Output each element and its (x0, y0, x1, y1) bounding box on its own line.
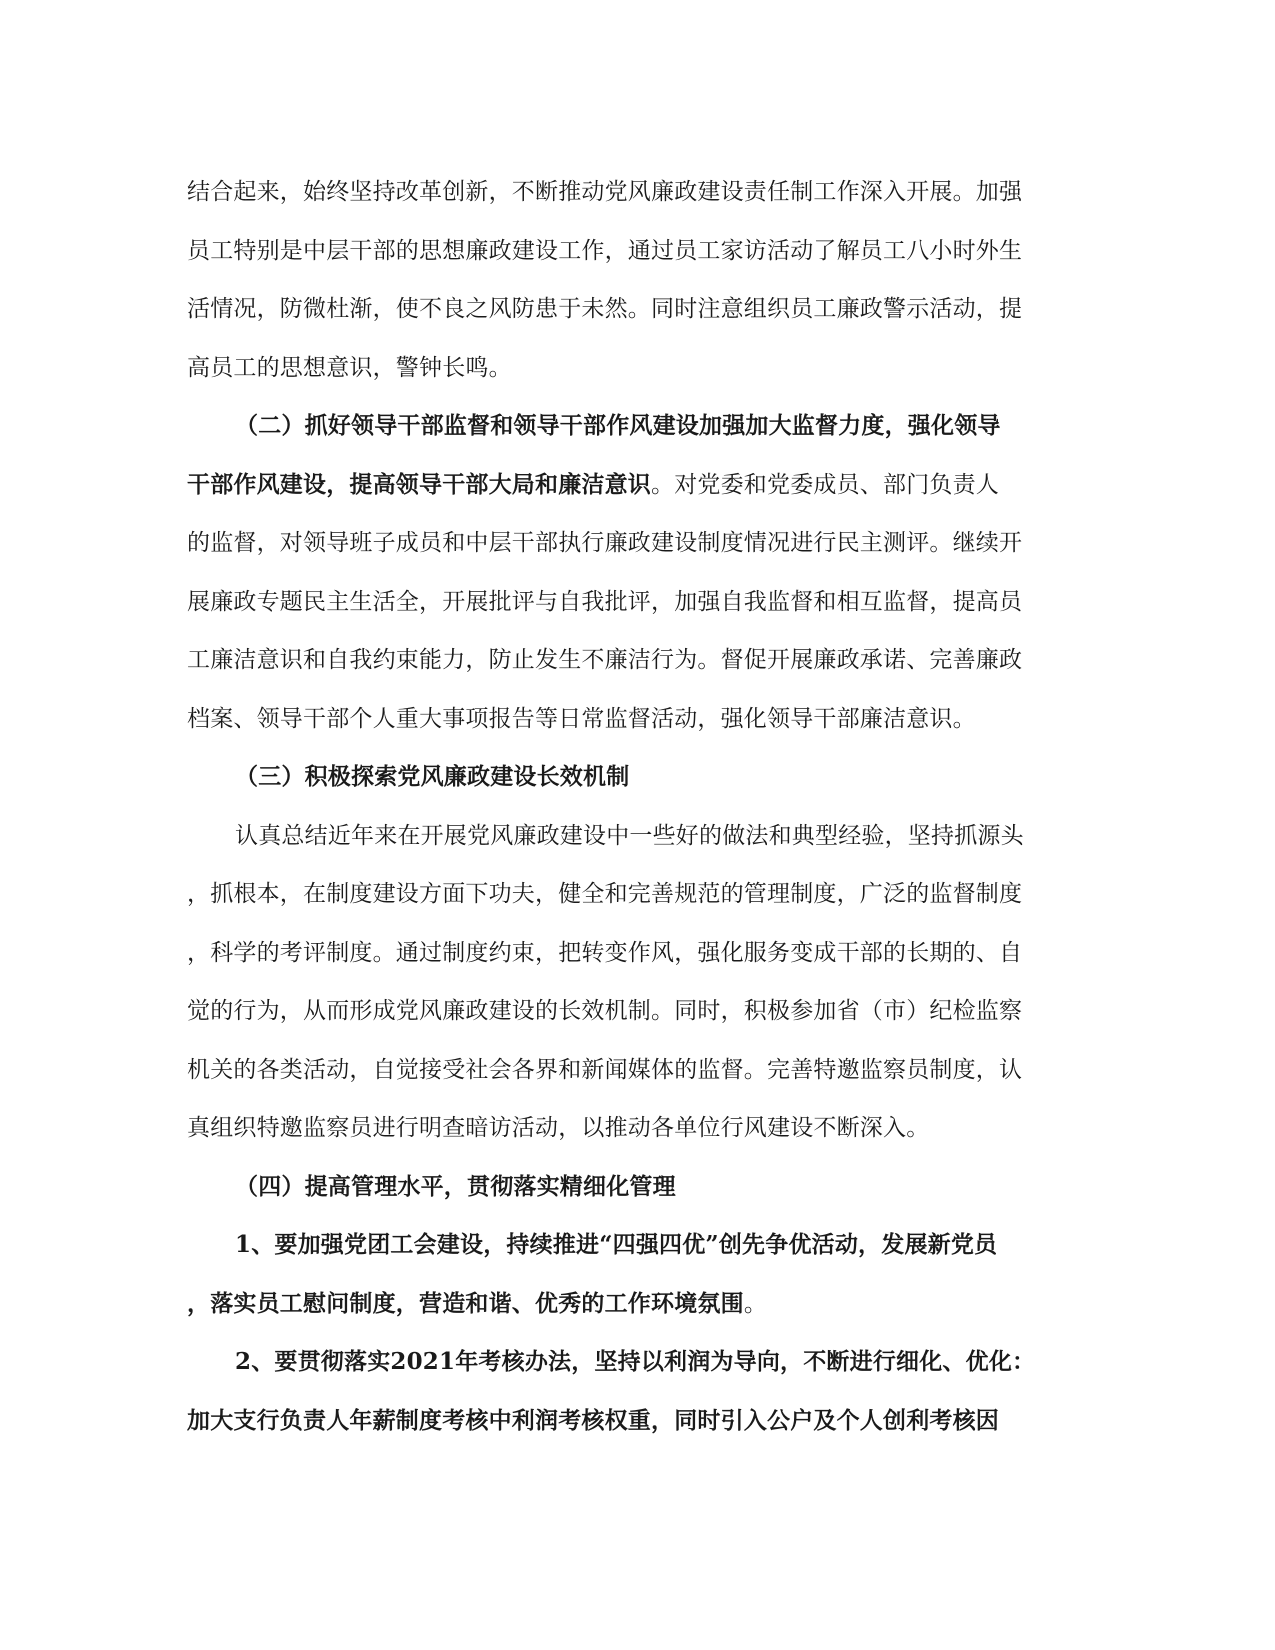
section-heading-2: （二）抓好领导干部监督和领导干部作风建设加强加大监督力度，强化领导 (235, 412, 1001, 439)
section-heading-4: （四）提高管理水平，贯彻落实精细化管理 (235, 1172, 676, 1200)
paragraph-line: 工廉洁意识和自我约束能力，防止发生不廉洁行为。督促开展廉政承诺、完善廉政 (187, 647, 1023, 673)
paragraph-line: 活情况，防微杜渐，使不良之风防患于未然。同时注意组织员工廉政警示活动，提 (187, 296, 1023, 322)
list-item-1: 1、要加强党团工会建设，持续推进“四强四优”创先争优活动，发展新党员 (235, 1231, 998, 1258)
list-item-1-continued (187, 1275, 1087, 1334)
section-heading-3: （三）积极探索党风廉政建设长效机制 (235, 763, 630, 790)
paragraph-line: 展廉政专题民主生活全，开展批评与自我批评，加强自我监督和相互监督，提高员 (187, 588, 1023, 615)
paragraph-line: 机关的各类活动，自觉接受社会各界和新闻媒体的监督。完善特邀监察员制度，认 (187, 1056, 1023, 1083)
section-heading-2-continued (187, 456, 1087, 515)
document-body (187, 163, 1087, 1450)
paragraph-line: 认真总结近年来在开展党风廉政建设中一些好的做法和典型经验，坚持抓源头 (235, 822, 1024, 849)
list-item-1-period: 。 (743, 1290, 768, 1317)
paragraph-line: 的监督，对领导班子成员和中层干部执行廉政建设制度情况进行民主测评。继续开 (187, 530, 1023, 556)
paragraph-line: 觉的行为，从而形成党风廉政建设的长效机制。同时，积极参加省（市）纪检监察 (187, 998, 1023, 1024)
list-item-2-continued: 加大支行负责人年薪制度考核中利润考核权重，同时引入公户及个人创利考核因 (187, 1406, 999, 1434)
paragraph-line: 结合起来，始终坚持改革创新，不断推动党风廉政建设责任制工作深入开展。加强 (187, 179, 1023, 205)
paragraph-line: 高员工的思想意识，警钟长鸣。 (187, 354, 512, 381)
paragraph-line: 员工特别是中层干部的思想廉政建设工作，通过员工家访活动了解员工八小时外生 (187, 237, 1023, 264)
list-item-1-bold: ，落实员工慰问制度，营造和谐、优秀的工作环境氛围 (187, 1289, 744, 1317)
paragraph-line: ，科学的考评制度。通过制度约束，把转变作风，强化服务变成干部的长期的、自 (187, 939, 1023, 966)
heading-normal-tail: 。对党委和党委成员、部门负责人 (651, 471, 999, 498)
paragraph-line: 真组织特邀监察员进行明查暗访活动，以推动各单位行风建设不断深入。 (187, 1115, 930, 1141)
paragraph-line: 档案、领导干部个人重大事项报告等日常监督活动，强化领导干部廉洁意识。 (187, 705, 976, 732)
list-item-2: 2、要贯彻落实2021年考核办法，坚持以利润为导向，不断进行细化、优化： (235, 1348, 1036, 1375)
heading-bold-tail: 干部作风建设，提高领导干部大局和廉洁意识 (187, 470, 651, 498)
paragraph-line: ，抓根本，在制度建设方面下功夫，健全和完善规范的管理制度，广泛的监督制度 (187, 881, 1023, 907)
